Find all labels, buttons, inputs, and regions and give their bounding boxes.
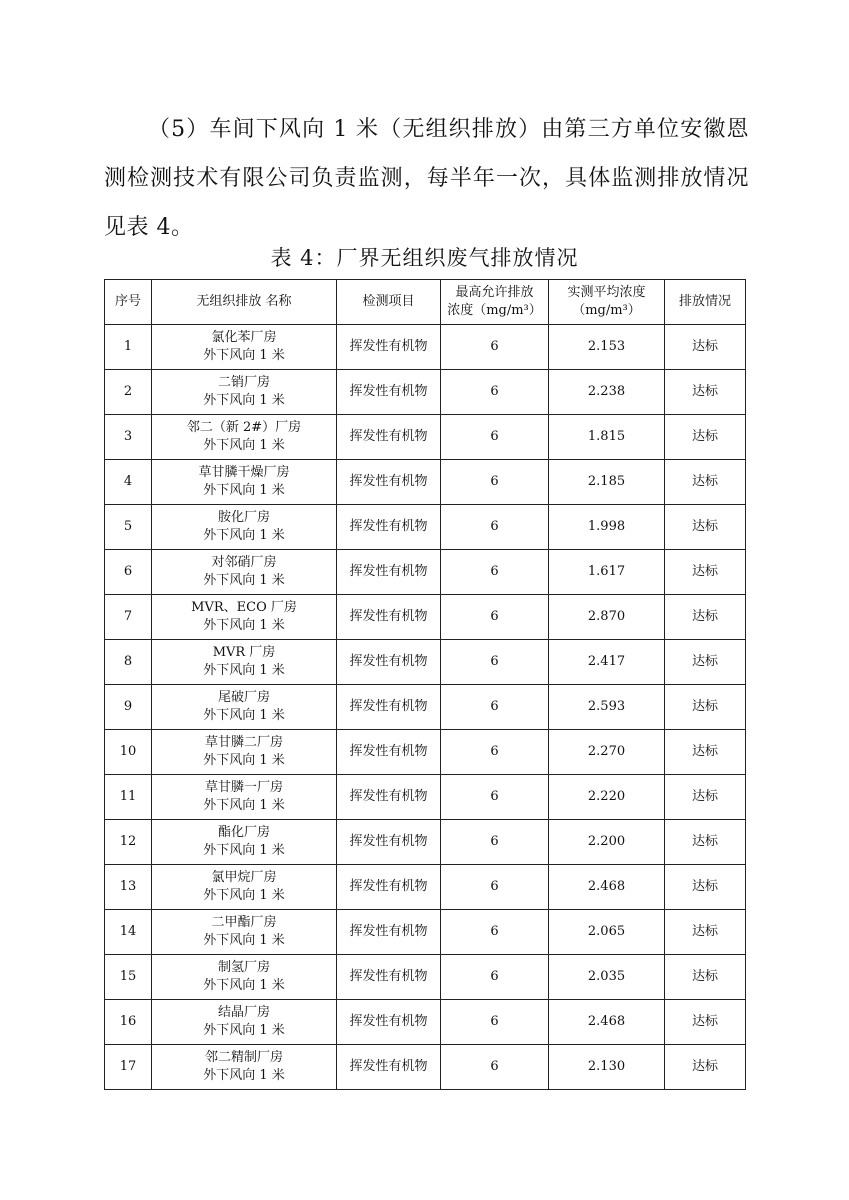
cell-status: 达标: [665, 865, 746, 910]
cell-name-line1: 草甘膦二厂房: [204, 735, 283, 750]
cell-measured: 2.468: [549, 1000, 665, 1045]
cell-status: 达标: [665, 460, 746, 505]
table-row: [105, 415, 746, 460]
cell-name-line1: 二甲酯厂房: [211, 915, 277, 930]
table-row: [105, 685, 746, 730]
cell-status: 达标: [665, 550, 746, 595]
cell-name: [152, 1000, 337, 1045]
cell-measured: 2.130: [549, 1045, 665, 1090]
emission-table: [104, 279, 746, 1090]
cell-item: 挥发性有机物: [337, 775, 441, 820]
cell-name-line2: 外下风向 1 米: [203, 438, 285, 453]
cell-seq: 7: [105, 595, 152, 640]
cell-name-line2: 外下风向 1 米: [203, 618, 285, 633]
cell-item: 挥发性有机物: [337, 640, 441, 685]
cell-name-line2: 外下风向 1 米: [203, 933, 285, 948]
table-title: 表 4：厂界无组织废气排放情况: [270, 246, 579, 270]
header-limit-line2: 浓度（mg/m³）: [447, 303, 542, 318]
cell-seq: 15: [105, 955, 152, 1000]
cell-item: 挥发性有机物: [337, 910, 441, 955]
cell-item: 挥发性有机物: [337, 1000, 441, 1045]
cell-name-line2: 外下风向 1 米: [203, 483, 285, 498]
cell-name-line1: 草甘膦一厂房: [204, 780, 283, 795]
cell-seq: 2: [105, 370, 152, 415]
cell-measured: 2.220: [549, 775, 665, 820]
cell-measured: 2.065: [549, 910, 665, 955]
table-row: [105, 595, 746, 640]
cell-seq: 8: [105, 640, 152, 685]
table-row: [105, 1000, 746, 1045]
table-row: [105, 640, 746, 685]
table-row: [105, 730, 746, 775]
cell-limit: 6: [441, 865, 549, 910]
cell-measured: 2.035: [549, 955, 665, 1000]
cell-limit: 6: [441, 370, 549, 415]
header-measured: [549, 280, 665, 325]
cell-item: 挥发性有机物: [337, 370, 441, 415]
cell-name: [152, 415, 337, 460]
header-limit: [441, 280, 549, 325]
cell-limit: 6: [441, 640, 549, 685]
cell-name-line2: 外下风向 1 米: [203, 798, 285, 813]
cell-name: [152, 685, 337, 730]
cell-status: 达标: [665, 640, 746, 685]
cell-name: [152, 595, 337, 640]
cell-name: [152, 640, 337, 685]
cell-limit: 6: [441, 1045, 549, 1090]
header-seq: 序号: [105, 280, 152, 325]
cell-name-line2: 外下风向 1 米: [203, 1068, 285, 1083]
cell-name-line2: 外下风向 1 米: [203, 1023, 285, 1038]
table-row: [105, 460, 746, 505]
cell-name: [152, 1045, 337, 1090]
cell-status: 达标: [665, 910, 746, 955]
cell-status: 达标: [665, 505, 746, 550]
cell-name-line1: 氯化苯厂房: [211, 330, 277, 345]
cell-status: 达标: [665, 1045, 746, 1090]
cell-name-line2: 外下风向 1 米: [203, 978, 285, 993]
cell-item: 挥发性有机物: [337, 415, 441, 460]
cell-item: 挥发性有机物: [337, 505, 441, 550]
header-item: 检测项目: [337, 280, 441, 325]
cell-seq: 11: [105, 775, 152, 820]
cell-item: 挥发性有机物: [337, 550, 441, 595]
cell-limit: 6: [441, 550, 549, 595]
table-row: [105, 955, 746, 1000]
cell-seq: 13: [105, 865, 152, 910]
cell-status: 达标: [665, 775, 746, 820]
cell-seq: 16: [105, 1000, 152, 1045]
cell-status: 达标: [665, 955, 746, 1000]
cell-item: 挥发性有机物: [337, 730, 441, 775]
cell-name-line1: 结晶厂房: [217, 1005, 270, 1020]
cell-name: [152, 370, 337, 415]
cell-limit: 6: [441, 325, 549, 370]
cell-name-line2: 外下风向 1 米: [203, 708, 285, 723]
cell-name-line2: 外下风向 1 米: [203, 663, 285, 678]
cell-name-line2: 外下风向 1 米: [203, 843, 285, 858]
cell-status: 达标: [665, 730, 746, 775]
cell-item: 挥发性有机物: [337, 325, 441, 370]
header-limit-line1: 最高允许排放: [455, 285, 534, 300]
cell-name: [152, 460, 337, 505]
cell-measured: 2.153: [549, 325, 665, 370]
cell-seq: 1: [105, 325, 152, 370]
cell-name: [152, 820, 337, 865]
cell-seq: 10: [105, 730, 152, 775]
cell-name: [152, 730, 337, 775]
cell-measured: 2.870: [549, 595, 665, 640]
cell-name-line1: 尾破厂房: [217, 690, 270, 705]
cell-name-line1: 对邻硝厂房: [211, 555, 277, 570]
cell-measured: 2.417: [549, 640, 665, 685]
cell-name: [152, 955, 337, 1000]
cell-name: [152, 325, 337, 370]
cell-name: [152, 865, 337, 910]
cell-item: 挥发性有机物: [337, 955, 441, 1000]
cell-limit: 6: [441, 595, 549, 640]
cell-measured: 2.238: [549, 370, 665, 415]
table-row: [105, 370, 746, 415]
cell-status: 达标: [665, 685, 746, 730]
cell-name-line2: 外下风向 1 米: [203, 753, 285, 768]
table-row: [105, 505, 746, 550]
cell-limit: 6: [441, 415, 549, 460]
cell-status: 达标: [665, 820, 746, 865]
cell-seq: 12: [105, 820, 152, 865]
cell-measured: 2.593: [549, 685, 665, 730]
cell-limit: 6: [441, 505, 549, 550]
header-status: 排放情况: [665, 280, 746, 325]
cell-item: 挥发性有机物: [337, 865, 441, 910]
cell-name-line1: MVR、ECO 厂房: [191, 600, 297, 615]
cell-name: [152, 775, 337, 820]
cell-name: [152, 910, 337, 955]
cell-measured: 2.270: [549, 730, 665, 775]
header-name: 无组织排放 名称: [152, 280, 337, 325]
cell-measured: 2.185: [549, 460, 665, 505]
cell-name-line1: 制氢厂房: [217, 960, 270, 975]
cell-limit: 6: [441, 775, 549, 820]
cell-limit: 6: [441, 955, 549, 1000]
cell-measured: 2.468: [549, 865, 665, 910]
cell-name-line2: 外下风向 1 米: [203, 393, 285, 408]
cell-name-line1: 酯化厂房: [217, 825, 270, 840]
cell-seq: 14: [105, 910, 152, 955]
cell-name: [152, 505, 337, 550]
header-measured-line1: 实测平均浓度: [567, 285, 646, 300]
cell-name-line2: 外下风向 1 米: [203, 348, 285, 363]
cell-name-line2: 外下风向 1 米: [203, 528, 285, 543]
cell-limit: 6: [441, 460, 549, 505]
cell-seq: 4: [105, 460, 152, 505]
table-row: [105, 865, 746, 910]
intro-paragraph: （5）车间下风向 1 米（无组织排放）由第三方单位安徽恩测检测技术有限公司负责监测，每半年一次，具体监测排放情况见表 4。: [104, 117, 749, 240]
cell-item: 挥发性有机物: [337, 595, 441, 640]
table-header: [105, 280, 746, 325]
cell-measured: 1.617: [549, 550, 665, 595]
cell-seq: 3: [105, 415, 152, 460]
cell-item: 挥发性有机物: [337, 820, 441, 865]
cell-status: 达标: [665, 1000, 746, 1045]
cell-name-line1: MVR 厂房: [212, 645, 276, 660]
cell-status: 达标: [665, 370, 746, 415]
cell-name: [152, 550, 337, 595]
cell-measured: 1.815: [549, 415, 665, 460]
cell-name-line2: 外下风向 1 米: [203, 888, 285, 903]
table-body: [105, 325, 746, 1090]
cell-name-line1: 二销厂房: [217, 375, 270, 390]
header-row: [105, 280, 746, 325]
table-row: [105, 550, 746, 595]
table-row: [105, 910, 746, 955]
cell-status: 达标: [665, 325, 746, 370]
table-row: [105, 325, 746, 370]
cell-limit: 6: [441, 730, 549, 775]
cell-item: 挥发性有机物: [337, 1045, 441, 1090]
cell-item: 挥发性有机物: [337, 685, 441, 730]
cell-name-line1: 胺化厂房: [217, 510, 270, 525]
cell-measured: 2.200: [549, 820, 665, 865]
cell-measured: 1.998: [549, 505, 665, 550]
cell-limit: 6: [441, 910, 549, 955]
table-row: [105, 775, 746, 820]
cell-limit: 6: [441, 1000, 549, 1045]
cell-seq: 5: [105, 505, 152, 550]
cell-status: 达标: [665, 415, 746, 460]
table-row: [105, 1045, 746, 1090]
cell-name-line1: 邻二精制厂房: [204, 1050, 283, 1065]
cell-item: 挥发性有机物: [337, 460, 441, 505]
table-row: [105, 820, 746, 865]
cell-seq: 6: [105, 550, 152, 595]
cell-limit: 6: [441, 685, 549, 730]
cell-name-line1: 草甘膦干燥厂房: [198, 465, 290, 480]
cell-name-line2: 外下风向 1 米: [203, 573, 285, 588]
cell-status: 达标: [665, 595, 746, 640]
cell-limit: 6: [441, 820, 549, 865]
cell-seq: 9: [105, 685, 152, 730]
cell-name-line1: 邻二（新 2#）厂房: [186, 420, 302, 435]
cell-name-line1: 氯甲烷厂房: [211, 870, 277, 885]
header-measured-line2: （mg/m³）: [572, 303, 641, 318]
cell-seq: 17: [105, 1045, 152, 1090]
